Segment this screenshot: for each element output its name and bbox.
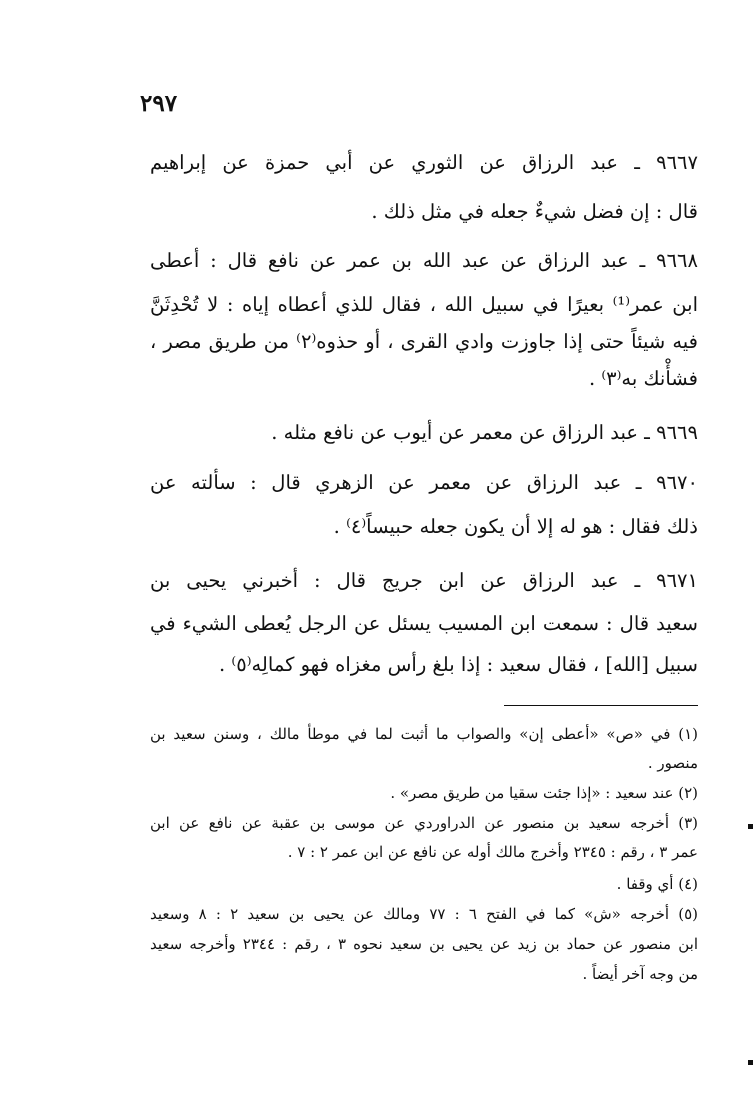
footnote-line: من وجه آخر أيضاً . — [582, 965, 698, 983]
footnote-line: منصور . — [647, 754, 698, 772]
footnote-line: (٢) عند سعيد : «إذا جئت سقيا من طريق مصر» . — [390, 784, 698, 802]
entry-line: ذلك فقال : هو له إلا أن يكون جعله حبيساً⁽٤⁾ . — [333, 515, 698, 538]
footnote-line: (١) في «ص» «أعطى إن» والصواب ما أثبت لما في موطأ مالك ، وسنن سعيد بن — [150, 725, 698, 743]
footnote-line: (٥) أخرجه «ش» كما في الفتح ٦ : ٧٧ ومالك عن يحيى بن سعيد ٢ : ٨ وسعيد — [150, 905, 699, 923]
entry-line: فشأْنك به⁽٣⁾ . — [588, 367, 698, 390]
entry-line: ٩٦٦٨ ـ عبد الرزاق عن عبد الله بن عمر عن نافع قال : أعطى — [150, 249, 698, 272]
entry-line: ٩٦٧٠ ـ عبد الرزاق عن معمر عن الزهري قال : سألته عن — [150, 471, 698, 494]
footnote-line: (٤) أي وقفا . — [616, 875, 698, 893]
page-number: ٢٩٧ — [140, 90, 178, 117]
footnote-divider — [504, 705, 698, 706]
entry-line: سبيل [الله] ، فقال سعيد : إذا بلغ رأس مغزاه فهو كمالِه⁽٥⁾ . — [219, 653, 698, 676]
margin-mark — [748, 824, 753, 829]
footnote-line: عمر ٣ ، رقم : ٢٣٤٥ وأخرج مالك أوله عن نافع عن ابن عمر ٢ : ٧ . — [287, 843, 698, 861]
entry-line: فيه شيئاً حتى إذا جاوزت وادي القرى ، أو حذوه⁽٢⁾ من طريق مصر ، — [150, 330, 699, 353]
footnote-line: ابن منصور عن حماد بن زيد عن يحيى بن سعيد نحوه ٣ ، رقم : ٢٣٤٤ وأخرجه سعيد — [150, 935, 698, 953]
entry-line: ٩٦٦٩ ـ عبد الرزاق عن معمر عن أيوب عن نافع مثله . — [271, 421, 698, 444]
entry-line: قال : إن فضل شيءٌ جعله في مثل ذلك . — [371, 200, 698, 223]
entry-line: ابن عمر⁽¹⁾ بعيرًا في سبيل الله ، فقال للذي أعطاه إياه : لا تُحْدِثَنَّ — [150, 293, 698, 316]
entry-line: ٩٦٧١ ـ عبد الرزاق عن ابن جريج قال : أخبرني يحيى بن — [150, 569, 698, 592]
entry-line: سعيد قال : سمعت ابن المسيب يسئل عن الرجل يُعطى الشيء في — [150, 612, 698, 635]
entry-line: ٩٦٦٧ ـ عبد الرزاق عن الثوري عن أبي حمزة عن إبراهيم — [150, 151, 698, 174]
footnote-line: (٣) أخرجه سعيد بن منصور عن الدراوردي عن موسى بن عقبة عن نافع عن ابن — [150, 814, 698, 832]
margin-mark — [748, 1060, 753, 1065]
